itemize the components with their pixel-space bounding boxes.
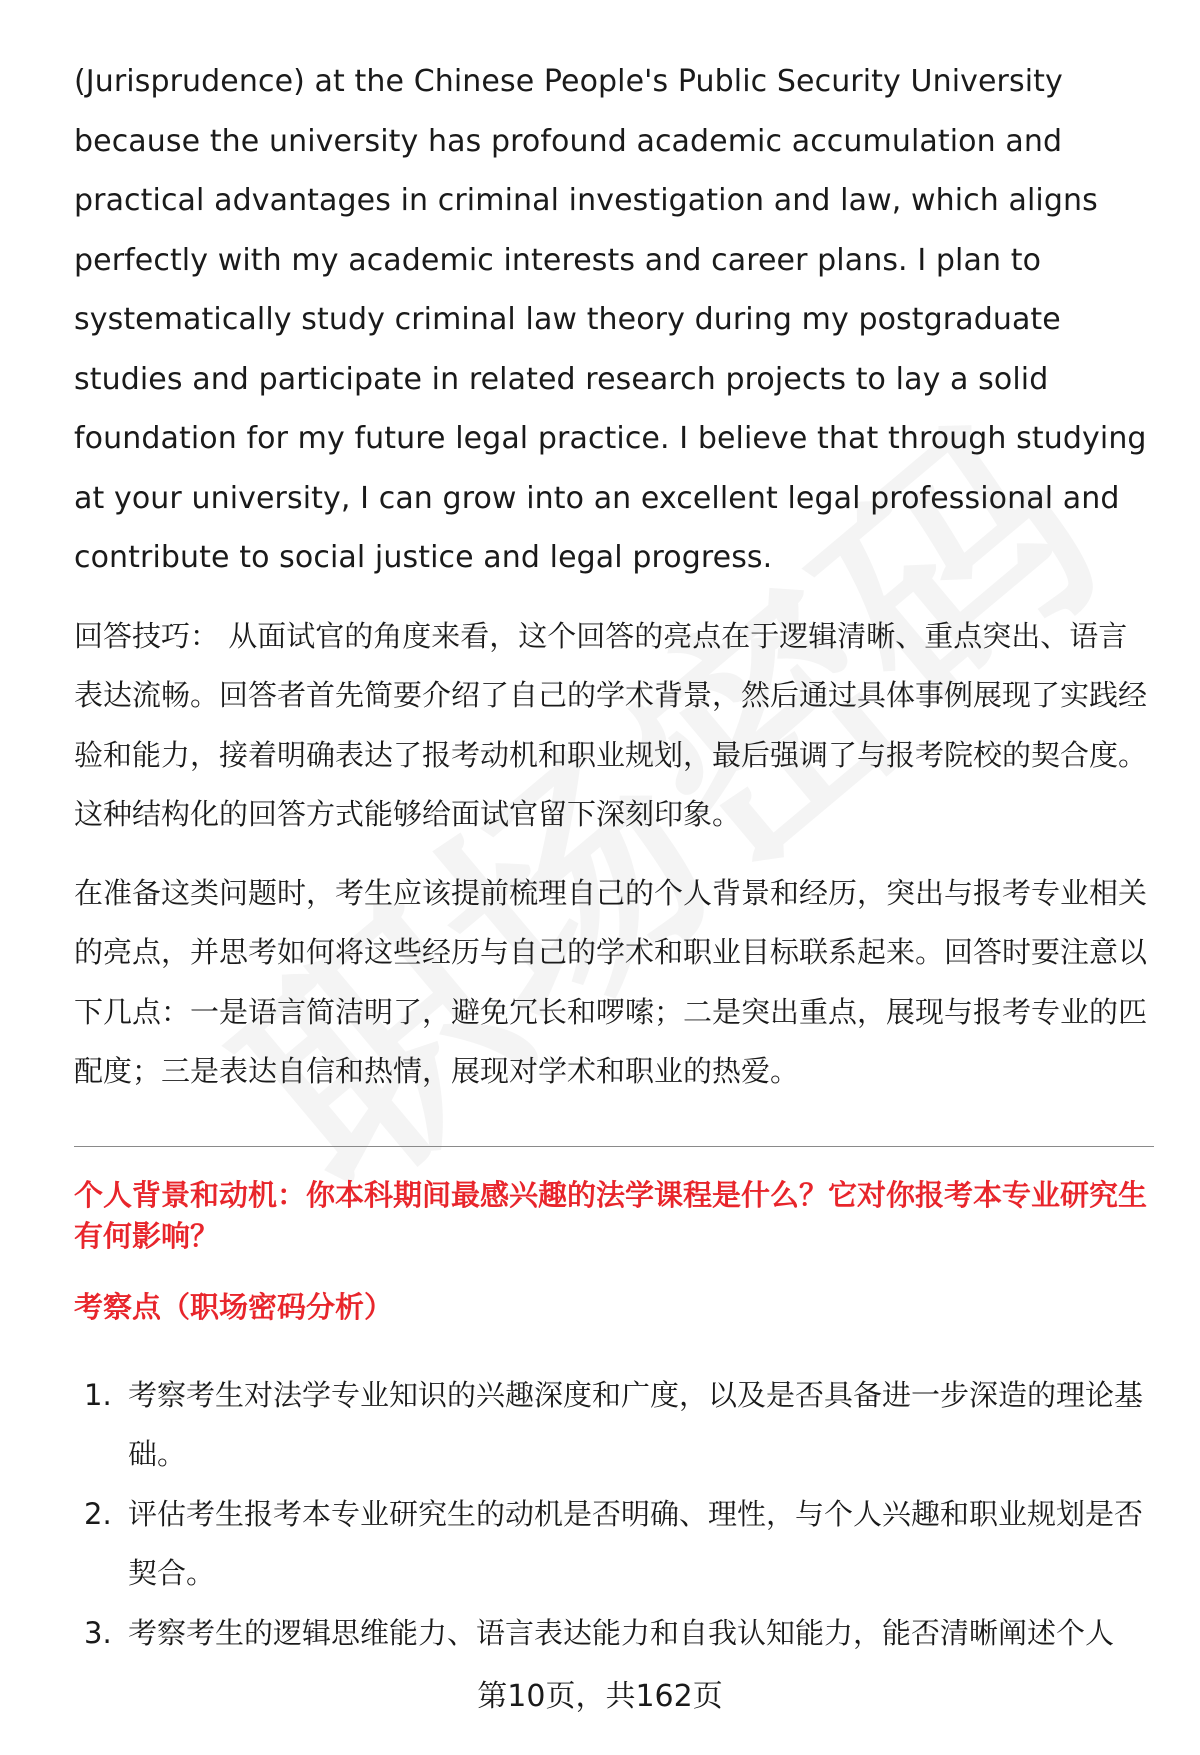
list-item-text: 考察考生对法学专业知识的兴趣深度和广度，以及是否具备进一步深造的理论基础。: [128, 1377, 1144, 1471]
list-item: [74, 1485, 1154, 1604]
page-number-footer: 第10页，共162页: [477, 1679, 723, 1714]
intro-paragraph: (Jurisprudence) at the Chinese People's Public Security University because the university has profound academic accumulation and practical advantages in criminal investigation and law, which aligns perfectly with my academic interests and career plans. I plan to systematically study criminal law theory during my postgraduate studies and participate in related research projects to lay a solid foundation for my future legal practice. I believe that through studying at your university, I can grow into an excellent legal professional and contribute to social justice and legal progress.: [74, 64, 1147, 575]
section-divider: [74, 1146, 1154, 1147]
list-item-text: 评估考生报考本专业研究生的动机是否明确、理性，与个人兴趣和职业规划是否契合。: [128, 1496, 1144, 1590]
list-item-number: 3.: [84, 1615, 112, 1650]
assessment-points-heading: 考察点（职场密码分析）: [74, 1289, 394, 1324]
assessment-points-list: [74, 1366, 1154, 1664]
question-heading: 个人背景和动机：你本科期间最感兴趣的法学课程是什么？它对你报考本专业研究生有何影响？: [74, 1177, 1148, 1253]
answer-tips-paragraph: 回答技巧： 从面试官的角度来看，这个回答的亮点在于逻辑清晰、重点突出、语言表达流畅。回答者首先简要介绍了自己的学术背景，然后通过具体事例展现了实践经验和能力，接着明确表达了报考动机和职业规划，最后强调了与报考院校的契合度。这种结构化的回答方式能够给面试官留下深刻印象。: [74, 618, 1148, 831]
list-item-text: 考察考生的逻辑思维能力、语言表达能力和自我认知能力，能否清晰阐述个人: [128, 1615, 1115, 1650]
list-item-number: 2.: [84, 1496, 112, 1531]
page-content: [74, 52, 1154, 1663]
list-item: [74, 1604, 1154, 1664]
preparation-paragraph: 在准备这类问题时，考生应该提前梳理自己的个人背景和经历，突出与报考专业相关的亮点，并思考如何将这些经历与自己的学术和职业目标联系起来。回答时要注意以下几点：一是语言简洁明了，避免冗长和啰嗦；二是突出重点，展现与报考专业的匹配度；三是表达自信和热情，展现对学术和职业的热爱。: [74, 875, 1148, 1088]
list-item: [74, 1366, 1154, 1485]
list-item-number: 1.: [84, 1377, 112, 1412]
